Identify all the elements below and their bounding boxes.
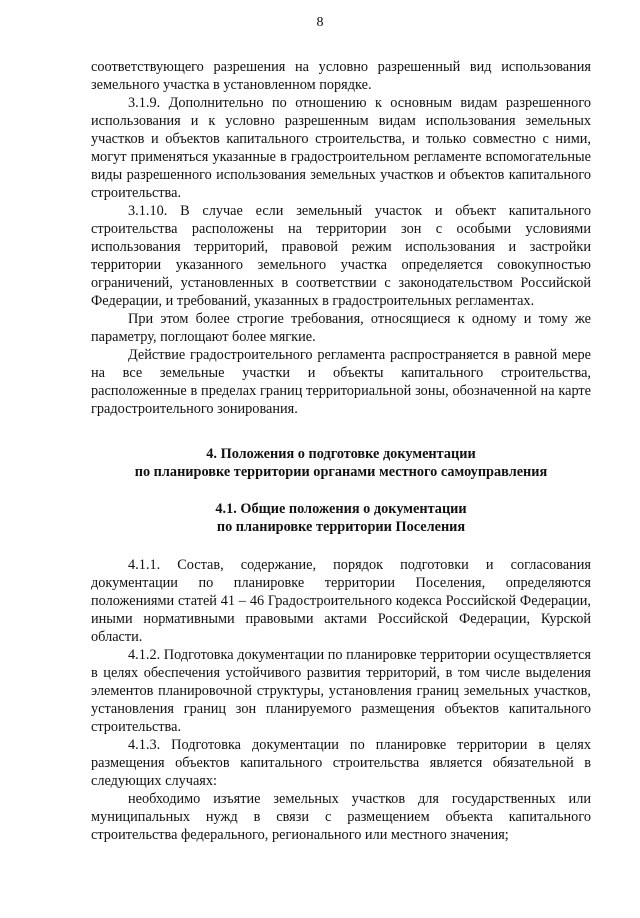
paragraph-4-1-1: 4.1.1. Состав, содержание, порядок подготовки и согласования документации по планировке территории Поселения, определяются положениями статей 41 – 46 Градостроительного кодекса Российской Федерации, иными нормативными правовыми актами Российской Федерации, Курской области. (91, 557, 591, 645)
page-number: 8 (316, 15, 324, 30)
paragraph-land-seizure: необходимо изъятие земельных участков для государственных или муниципальных нужд в связи с размещением объекта капитального строительства федерального, регионального или местного значения; (91, 791, 591, 843)
paragraph-3-1-9: 3.1.9. Дополнительно по отношению к основным видам разрешенного использования и к условно разрешенным видам использования земельных участков и объектов капитального строительства, и только совместно с ними, могут применяться указанные в градостроительном регламенте вспомогательные виды разрешенного использования земельных участков и объектов капитального строительства. (91, 95, 591, 201)
paragraph-3-1-10: 3.1.10. В случае если земельный участок и объект капитального строительства расположены на территории зон с особыми условиями использования территорий, правовой режим использования и застройки территории указанного земельного участка определяется совокупностью ограничений, установленных в соответствии с законодательством Российской Федерации, и требований, указанных в градостроительных регламентах. (91, 203, 591, 309)
paragraph-4-1-2: 4.1.2. Подготовка документации по планировке территории осуществляется в целях обеспечения устойчивого развития территорий, в том числе выделения элементов планировочной структуры, установления границ земельных участков, установления границ зон планируемого размещения объектов капитального строительства. (91, 647, 591, 735)
paragraph-regulation-scope: Действие градостроительного регламента распространяется в равной мере на все земельные участки и объекты капитального строительства, расположенные в пределах границ территориальной зоны, обозначенной на карте градостроительного зонирования. (91, 347, 591, 417)
section-heading-line-2: по планировке территории органами местного самоуправления (134, 464, 548, 480)
subsection-heading (91, 500, 591, 536)
document-body (91, 58, 591, 844)
subsection-heading-line-2: по планировке территории Поселения (216, 519, 466, 535)
paragraph-4-1-3: 4.1.3. Подготовка документации по планировке территории в целях размещения объектов капитального строительства является обязательной в следующих случаях: (91, 737, 591, 789)
section-heading-line-1: 4. Положения о подготовке документации (206, 446, 476, 462)
paragraph-stricter-requirements: При этом более строгие требования, относящиеся к одному и тому же параметру, поглощают более мягкие. (91, 311, 591, 345)
paragraph-continuation: соответствующего разрешения на условно разрешенный вид использования земельного участка в установленном порядке. (91, 59, 591, 93)
section-heading (91, 445, 591, 481)
subsection-heading-line-1: 4.1. Общие положения о документации (215, 501, 467, 517)
